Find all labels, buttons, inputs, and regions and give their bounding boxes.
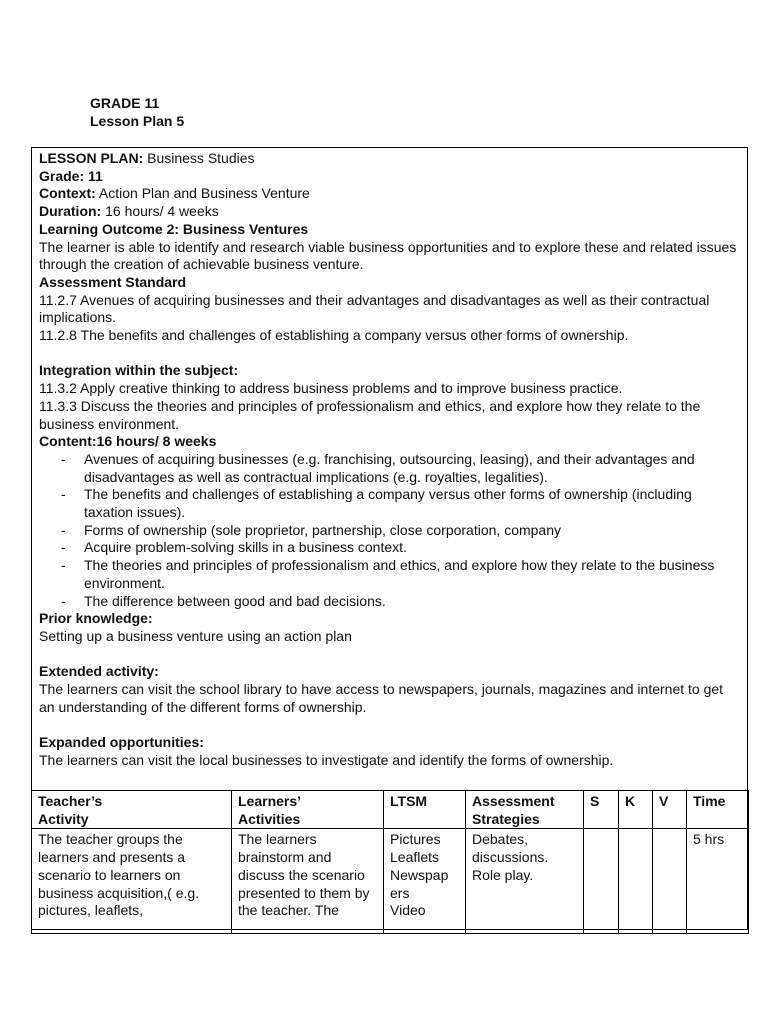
list-item: - The difference between good and bad decisions. <box>39 593 739 611</box>
context-line <box>39 185 739 203</box>
assessment-item: 11.2.8 The benefits and challenges of establishing a company versus other forms of ownership. <box>39 327 629 344</box>
k-header: K <box>619 791 653 829</box>
list-item: - Avenues of acquiring businesses (e.g. franchising, outsourcing, leasing), and their advantages and disadvantages as well as contractual implications (e.g. royalties, legalities). <box>39 451 739 486</box>
expanded-heading: Expanded opportunities: <box>39 734 204 751</box>
ltsm-item: Pictures <box>390 831 441 848</box>
assessment-item: discussions. <box>472 849 549 866</box>
content-list <box>39 451 739 610</box>
assessment-item: Debates, <box>472 831 529 848</box>
header-text: Learners’ <box>238 793 302 809</box>
lesson-plan-line <box>39 150 739 168</box>
lesson-plan-value: Business Studies <box>143 150 255 166</box>
duration-label: Duration: <box>39 203 102 220</box>
outcome-text: The learner is able to identify and research viable business opportunities and to explore these and related issues through the creation of achievable business venture. <box>39 238 737 273</box>
assessment-strategies-cell <box>466 829 584 934</box>
k-cell <box>619 829 653 934</box>
list-item: - The theories and principles of professionalism and ethics, and explore how they relate to the business environment. <box>39 557 739 592</box>
learners-activities-header <box>232 791 384 829</box>
list-item: - The benefits and challenges of establishing a company versus other forms of ownership (including taxation issues). <box>39 486 739 521</box>
table-header-row <box>32 791 749 829</box>
lesson-plan-content <box>39 150 739 770</box>
assessment-item: Role play. <box>472 866 534 883</box>
integration-item: 11.3.3 Discuss the theories and principles of professionalism and ethics, and explore how they relate to the business environment. <box>39 397 701 432</box>
time-header: Time <box>687 791 749 829</box>
header-text: Strategies <box>472 810 540 827</box>
v-cell <box>653 829 687 934</box>
header-text: Teacher’s <box>38 793 103 809</box>
content-heading: Content:16 hours/ 8 weeks <box>39 433 217 450</box>
prior-heading: Prior knowledge: <box>39 610 153 627</box>
teacher-activity-header <box>32 791 232 829</box>
context-label: Context: <box>39 185 96 202</box>
list-item: - Acquire problem-solving skills in a business context. <box>39 539 739 557</box>
time-cell: 5 hrs <box>687 829 749 934</box>
grade-line: Grade: 11 <box>39 167 103 184</box>
context-value: Action Plan and Business Venture <box>95 185 310 202</box>
outcome-heading: Learning Outcome 2: Business Ventures <box>39 220 309 237</box>
duration-value: 16 hours/ 4 weeks <box>101 203 219 220</box>
s-cell <box>584 829 619 934</box>
integration-heading: Integration within the subject: <box>39 362 239 379</box>
activity-table <box>31 790 749 934</box>
prior-text: Setting up a business venture using an action plan <box>39 627 352 644</box>
s-header: S <box>584 791 619 829</box>
learners-activities-cell: The learners brainstorm and discuss the scenario presented to them by the teacher. The <box>232 829 384 934</box>
header-text: Assessment <box>472 793 555 809</box>
extended-text: The learners can visit the school library to have access to newspapers, journals, magazines and internet to get an understanding of the different forms of ownership. <box>39 681 724 715</box>
ltsm-cell <box>384 829 466 934</box>
table-row <box>32 829 749 934</box>
ltsm-item: Leaflets <box>390 849 440 866</box>
lesson-plan-label: LESSON PLAN: <box>39 150 144 166</box>
ltsm-item: Newspap <box>390 866 449 883</box>
lesson-plan-box <box>31 147 748 930</box>
teacher-activity-cell: The teacher groups the learners and presents a scenario to learners on business acquisition,( e.g. pictures, leaflets, <box>32 829 232 934</box>
document-header <box>90 94 184 130</box>
lesson-title: Lesson Plan 5 <box>90 113 185 129</box>
integration-item: 11.3.2 Apply creative thinking to address business problems and to improve business practice. <box>39 380 623 397</box>
assessment-item: 11.2.7 Avenues of acquiring businesses and their advantages and disadvantages as well as their contractual implications. <box>39 291 710 326</box>
ltsm-header: LTSM <box>384 791 466 829</box>
list-item: - Forms of ownership (sole proprietor, partnership, close corporation, company <box>39 522 739 540</box>
duration-line <box>39 203 739 221</box>
v-header: V <box>653 791 687 829</box>
assessment-strategies-header <box>466 791 584 829</box>
grade-title: GRADE 11 <box>90 95 160 111</box>
header-text: Activity <box>38 810 89 827</box>
expanded-text: The learners can visit the local businesses to investigate and identify the forms of ownership. <box>39 751 614 768</box>
assessment-heading: Assessment Standard <box>39 273 187 290</box>
header-text: Activities <box>238 810 301 827</box>
extended-heading: Extended activity: <box>39 663 159 680</box>
ltsm-item: ers <box>390 884 410 901</box>
ltsm-item: Video <box>390 902 426 919</box>
